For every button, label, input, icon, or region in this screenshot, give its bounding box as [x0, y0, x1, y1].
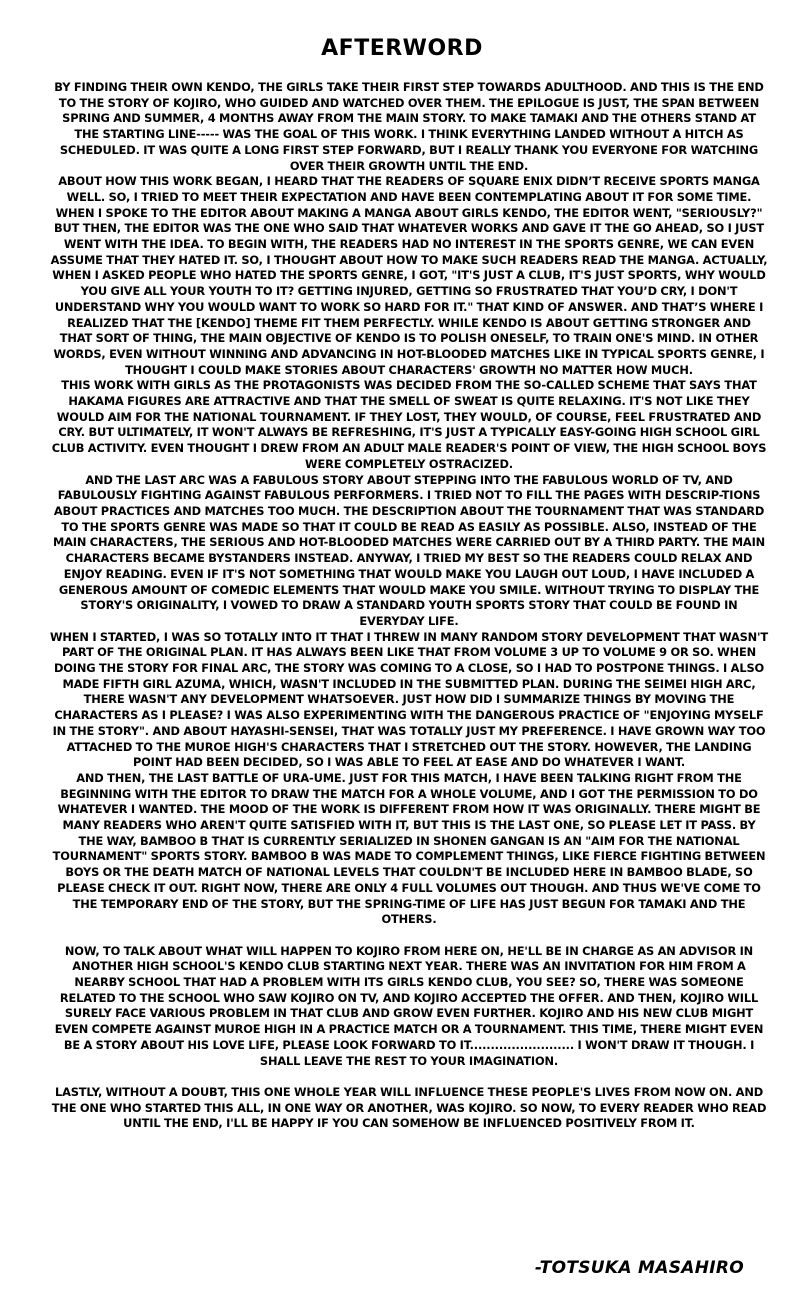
- paragraph-intro: BY FINDING THEIR OWN KENDO, THE GIRLS TAKE THEIR FIRST STEP TOWARDS ADULTHOOD. AND THIS IS THE END TO THE STORY OF KOJIRO, WHO GUIDED AND WATCHED OVER THEM. THE EPILOGUE IS JUST, THE SPAN BETWEEN SPRING AND SUMMER, 4 MONTHS AWAY FROM THE MAIN STORY. TO MAKE TAMAKI AND THE OTHERS STAND AT THE STARTING LINE----- WAS THE GOAL OF THIS WORK. I THINK EVERYTHING LANDED WITHOUT A HITCH AS SCHEDULED. IT WAS QUITE A LONG FIRST STEP FORWARD, BUT I REALLY THANK YOU EVERYONE FOR WATCHING OVER THEIR GROWTH UNTIL THE END.: [54, 80, 764, 173]
- paragraph-ura-ume: AND THEN, THE LAST BATTLE OF URA-UME. JUST FOR THIS MATCH, I HAVE BEEN TALKING RIGHT FROM THE BEGINNING WITH THE EDITOR TO DRAW THE MATCH FOR A WHOLE VOLUME, AND I GOT THE PERMISSION TO DO WHATEVER I WANTED. THE MOOD OF THE WORK IS DIFFERENT FROM HOW IT WAS ORIGINALLY. THERE MIGHT BE MANY READERS WHO AREN'T QUITE SATISFIED WITH IT, BUT THIS IS THE LAST ONE, SO PLEASE LET IT PASS. BY THE WAY, BAMBOO B THAT IS CURRENTLY SERIALIZED IN SHONEN GANGAN IS AN "AIM FOR THE NATIONAL TOURNAMENT" SPORTS STORY. BAMBOO B WAS MADE TO COMPLEMENT THINGS, LIKE FIERCE FIGHTING BETWEEN BOYS OR THE DEATH MATCH OF NATIONAL LEVELS THAT COULDN'T BE INCLUDED HERE IN BAMBOO BLADE, SO PLEASE CHECK IT OUT. RIGHT NOW, THERE ARE ONLY 4 FULL VOLUMES OUT THOUGH. AND THUS WE'VE COME TO THE TEMPORARY END OF THE STORY, BUT THE SPRING-TIME OF LIFE HAS JUST BEGUN FOR TAMAKI AND THE OTHERS.: [52, 770, 766, 927]
- page-title: AFTERWORD: [321, 36, 483, 61]
- author-signature: -TOTSUKA MASAHIRO: [534, 1258, 744, 1278]
- paragraph-development: WHEN I STARTED, I WAS SO TOTALLY INTO IT THAT I THREW IN MANY RANDOM STORY DEVELOPMENT THAT WASN'T PART OF THE ORIGINAL PLAN. IT HAS ALWAYS BEEN LIKE THAT FROM VOLUME 3 UP TO VOLUME 9 OR SO. WHEN DOING THE STORY FOR FINAL ARC, THE STORY WAS COMING TO A CLOSE, SO I HAD TO POSTPONE THINGS. I ALSO MADE FIFTH GIRL AZUMA, WHICH, WASN'T INCLUDED IN THE SUBMITTED PLAN. DURING THE SEIMEI HIGH ARC, THERE WASN'T ANY DEVELOPMENT WHATSOEVER. JUST HOW DID I SUMMARIZE THINGS BY MOVING THE CHARACTERS AS I PLEASE? I WAS ALSO EXPERIMENTING WITH THE DANGEROUS PRACTICE OF "ENJOYING MYSELF IN THE STORY". AND ABOUT HAYASHI-SENSEI, THAT WAS TOTALLY JUST MY PREFERENCE. I HAVE GROWN WAY TOO ATTACHED TO THE MUROE HIGH'S CHARACTERS THAT I STRETCHED OUT THE STORY. HOWEVER, THE LANDING POINT HAD BEEN DECIDED, SO I WAS ABLE TO FEEL AT EASE AND DO WHATEVER I WANT.: [50, 629, 769, 770]
- afterword-body: [50, 80, 768, 1132]
- paragraph-kojiro-future: NOW, TO TALK ABOUT WHAT WILL HAPPEN TO KOJIRO FROM HERE ON, HE'LL BE IN CHARGE AS AN ADVISOR IN ANOTHER HIGH SCHOOL'S KENDO CLUB STARTING NEXT YEAR. THERE WAS AN INVITATION FOR HIM FROM A NEARBY SCHOOL THAT HAD A PROBLEM WITH ITS GIRLS KENDO CLUB, YOU SEE? SO, THERE WAS SOMEONE RELATED TO THE SCHOOL WHO SAW KOJIRO ON TV, AND KOJIRO ACCEPTED THE OFFER. AND THEN, KOJIRO WILL SURELY FACE VARIOUS PROBLEM IN THAT CLUB AND GROW EVEN FURTHER. KOJIRO AND HIS NEW CLUB MIGHT EVEN COMPETE AGAINST MUROE HIGH IN A PRACTICE MATCH OR A TOURNAMENT. THIS TIME, THERE MIGHT EVEN BE A STORY ABOUT HIS LOVE LIFE, PLEASE LOOK FORWARD TO IT......................... I WON'T DRAW IT THOUGH. I SHALL LEAVE THE REST TO YOUR IMAGINATION.: [54, 943, 764, 1068]
- paragraph-closing: LASTLY, WITHOUT A DOUBT, THIS ONE WHOLE YEAR WILL INFLUENCE THESE PEOPLE'S LIVES FROM NOW ON. AND THE ONE WHO STARTED THIS ALL, IN ONE WAY OR ANOTHER, WAS KOJIRO. SO NOW, TO EVERY READER WHO READ UNTIL THE END, I'LL BE HAPPY IF YOU CAN SOMEHOW BE INFLUENCED POSITIVELY FROM IT.: [51, 1084, 767, 1131]
- paragraph-origin: ABOUT HOW THIS WORK BEGAN, I HEARD THAT THE READERS OF SQUARE ENIX DIDN’T RECEIVE SPORTS MANGA WELL. SO, I TRIED TO MEET THEIR EXPECTATION AND HAVE BEEN CONTEMPLATING ABOUT IT FOR SOME TIME. WHEN I SPOKE TO THE EDITOR ABOUT MAKING A MANGA ABOUT GIRLS KENDO, THE EDITOR WENT, "SERIOUSLY?" BUT THEN, THE EDITOR WAS THE ONE WHO SAID THAT WHATEVER WORKS AND GAVE IT THE GO AHEAD, SO I JUST WENT WITH THE IDEA. TO BEGIN WITH, THE READERS HAD NO INTEREST IN THE SPORTS GENRE, WE CAN EVEN ASSUME THAT THEY HATED IT. SO, I THOUGHT ABOUT HOW TO MAKE SUCH READERS READ THE MANGA. ACTUALLY, WHEN I ASKED PEOPLE WHO HATED THE SPORTS GENRE, I GOT, "IT'S JUST A CLUB, IT'S JUST SPORTS, WHY WOULD YOU GIVE ALL YOUR YOUTH TO IT? GETTING INJURED, GETTING SO FRUSTRATED THAT YOU’D CRY, I DON'T UNDERSTAND WHY YOU WOULD WANT TO WORK SO HARD FOR IT." THAT KIND OF ANSWER. AND THAT’S WHERE I REALIZED THAT THE [KENDO] THEME FIT THEM PERFECTLY. WHILE KENDO IS ABOUT GETTING STRONGER AND THAT SORT OF THING, THE MAIN OBJECTIVE OF KENDO IS TO POLISH ONESELF, TO TRAIN ONE'S MIND. IN OTHER WORDS, EVEN WITHOUT WINNING AND ADVANCING IN HOT-BLOODED MATCHES LIKE IN TYPICAL SPORTS GENRE, I THOUGHT I COULD MAKE STORIES ABOUT CHARACTERS' GROWTH NO MATTER HOW MUCH.: [50, 174, 768, 377]
- paragraph-last-arc: AND THE LAST ARC WAS A FABULOUS STORY ABOUT STEPPING INTO THE FABULOUS WORLD OF TV, AND FABULOUSLY FIGHTING AGAINST FABULOUS PERFORMERS. I TRIED NOT TO FILL THE PAGES WITH DESCRIP-TIONS ABOUT PRACTICES AND MATCHES TOO MUCH. THE DESCRIPTION ABOUT THE TOURNAMENT THAT WAS STANDARD TO THE SPORTS GENRE WAS MADE SO THAT IT COULD BE READ AS EASILY AS POSSIBLE. ALSO, INSTEAD OF THE MAIN CHARACTERS, THE SERIOUS AND HOT-BLOODED MATCHES WERE CARRIED OUT BY A THIRD PARTY. THE MAIN CHARACTERS BECAME BYSTANDERS INSTEAD. ANYWAY, I TRIED MY BEST SO THE READERS COULD RELAX AND ENJOY READING. EVEN IF IT'S NOT SOMETHING THAT WOULD MAKE YOU LAUGH OUT LOUD, I HAVE INCLUDED A GENEROUS AMOUNT OF COMEDIC ELEMENTS THAT WOULD MAKE YOU SMILE. WITHOUT TRYING TO DISPLAY THE STORY'S ORIGINALITY, I VOWED TO DRAW A STANDARD YOUTH SPORTS STORY THAT COULD BE FOUND IN EVERYDAY LIFE.: [52, 472, 766, 628]
- paragraph-protagonists: THIS WORK WITH GIRLS AS THE PROTAGONISTS WAS DECIDED FROM THE SO-CALLED SCHEME THAT SAYS THAT HAKAMA FIGURES ARE ATTRACTIVE AND THAT THE SMELL OF SWEAT IS QUITE RELAXING. IT'S NOT LIKE THEY WOULD AIM FOR THE NATIONAL TOURNAMENT. IF THEY LOST, THEY WOULD, OF COURSE, FEEL FRUSTRATED AND CRY. BUT ULTIMATELY, IT WON'T ALWAYS BE REFRESHING, IT'S JUST A TYPICALLY EASY-GOING HIGH SCHOOL GIRL CLUB ACTIVITY. EVEN THOUGHT I DREW FROM AN ADULT MALE READER'S POINT OF VIEW, THE HIGH SCHOOL BOYS WERE COMPLETELY OSTRACIZED.: [51, 378, 767, 471]
